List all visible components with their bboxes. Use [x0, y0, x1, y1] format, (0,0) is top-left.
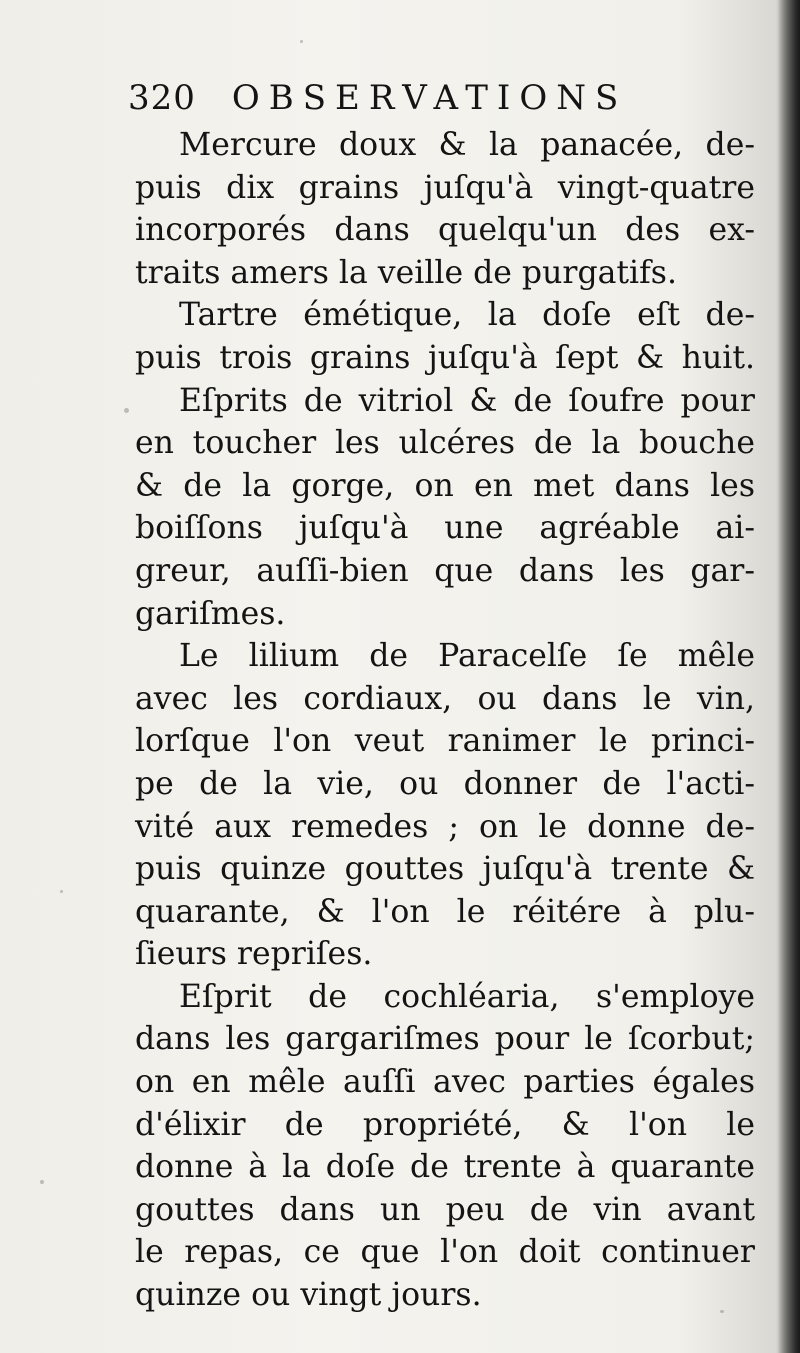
- paper-speck: [720, 1310, 724, 1313]
- text-line: puis dix grains juſqu'à vingt-quatre: [135, 169, 755, 206]
- text-line: pe de la vie, ou donner de l'acti-: [135, 765, 755, 802]
- paragraph-lilium: [135, 635, 755, 976]
- page-header: [128, 78, 688, 130]
- text-line: dans les gargariſmes pour le ſcorbut;: [135, 1021, 755, 1058]
- page-gutter-shadow: [778, 0, 800, 1353]
- text-line: greur, auſſi-bien que dans les gar-: [135, 552, 755, 589]
- text-line: lorſque l'on veut ranimer le princi-: [135, 723, 755, 760]
- text-line: en toucher les ulcéres de la bouche: [135, 425, 755, 462]
- paragraph-cochlearia: [135, 976, 755, 1317]
- text-line: avec les cordiaux, ou dans le vin,: [135, 680, 755, 717]
- text-line: on en mêle auſſi avec parties égales: [135, 1064, 755, 1101]
- text-line: ſieurs repriſes.: [135, 936, 373, 973]
- running-head: OBSERVATIONS: [231, 78, 628, 118]
- paper-speck: [300, 40, 303, 43]
- text-line: donne à la doſe de trente à quarante: [135, 1149, 755, 1186]
- text-line: Le lilium de Paracelſe ſe mêle: [179, 638, 755, 675]
- text-line: quarante, & l'on le réitére à plu-: [135, 893, 755, 930]
- paper-speck: [124, 408, 129, 413]
- text-line: gariſmes.: [135, 595, 286, 632]
- text-line: d'élixir de propriété, & l'on le: [135, 1106, 755, 1143]
- paper-speck: [40, 1180, 44, 1184]
- paragraph-tartre: [135, 294, 755, 379]
- text-line: Eſprits de vitriol & de ſoufre pour: [179, 382, 755, 419]
- page-number: 320: [128, 78, 196, 118]
- paper-speck: [60, 890, 63, 893]
- text-line: Eſprit de cochléaria, s'employe: [179, 978, 755, 1015]
- text-line: boiſſons juſqu'à une agréable ai-: [135, 510, 755, 547]
- paragraph-mercure: [135, 124, 755, 294]
- text-line: gouttes dans un peu de vin avant: [135, 1191, 755, 1228]
- text-line: puis quinze gouttes juſqu'à trente &: [135, 851, 755, 888]
- text-line: quinze ou vingt jours.: [135, 1277, 482, 1314]
- text-line: vité aux remedes ; on le donne de-: [135, 808, 755, 845]
- text-line: le repas, ce que l'on doit continuer: [135, 1234, 755, 1271]
- text-line: Mercure doux & la panacée, de-: [179, 127, 755, 163]
- text-line: traits amers la veille de purgatifs.: [135, 254, 677, 291]
- body-text: [135, 124, 755, 1317]
- text-line: incorporés dans quelqu'un des ex-: [135, 212, 755, 249]
- text-line: & de la gorge, on en met dans les: [135, 467, 755, 504]
- paragraph-esprits-vitriol: [135, 380, 755, 636]
- text-line: Tartre émétique, la doſe eſt de-: [179, 297, 755, 334]
- text-line: puis trois grains juſqu'à ſept & huit.: [135, 339, 755, 376]
